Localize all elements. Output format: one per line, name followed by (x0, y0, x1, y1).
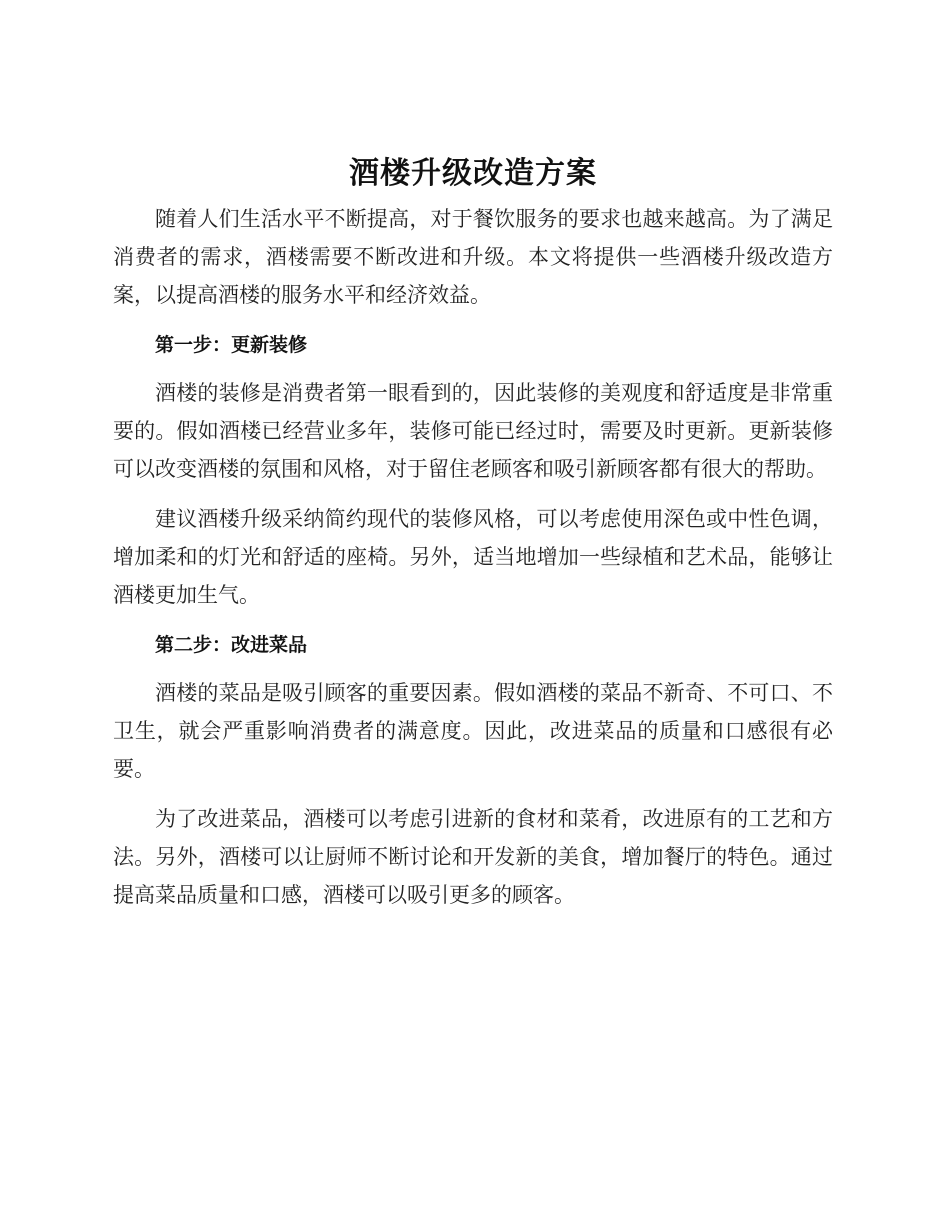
spacer (113, 614, 833, 626)
section-1-heading: 第一步：更新装修 (155, 334, 308, 356)
spacer (113, 314, 833, 326)
spacer (113, 488, 833, 500)
section-1-paragraph-1: 酒楼的装修是消费者第一眼看到的，因此装修的美观度和舒适度是非常重要的。假如酒楼已经营业多年，装修可能已经过时，需要及时更新。更新装修可以改变酒楼的氛围和风格，对于留住老顾客和吸引新顾客都有很大的帮助。 (113, 381, 833, 481)
section-2-heading: 第二步：改进菜品 (155, 634, 308, 656)
intro-paragraph: 随着人们生活水平不断提高，对于餐饮服务的要求也越来越高。为了满足消费者的需求，酒楼需要不断改进和升级。本文将提供一些酒楼升级改造方案，以提高酒楼的服务水平和经济效益。 (113, 207, 833, 307)
section-2-paragraph-1: 酒楼的菜品是吸引顾客的重要因素。假如酒楼的菜品不新奇、不可口、不卫生，就会严重影响消费者的满意度。因此，改进菜品的质量和口感很有必要。 (113, 681, 833, 781)
document-title: 酒楼升级改造方案 (349, 156, 597, 191)
document-page (113, 148, 833, 914)
spacer (113, 364, 833, 374)
section-1-paragraph-2: 建议酒楼升级采纳简约现代的装修风格，可以考虑使用深色或中性色调，增加柔和的灯光和舒适的座椅。另外，适当地增加一些绿植和艺术品，能够让酒楼更加生气。 (113, 507, 833, 607)
spacer (113, 788, 833, 800)
spacer (113, 664, 833, 674)
section-2-paragraph-2: 为了改进菜品，酒楼可以考虑引进新的食材和菜肴，改进原有的工艺和方法。另外，酒楼可以让厨师不断讨论和开发新的美食，增加餐厅的特色。通过提高菜品质量和口感，酒楼可以吸引更多的顾客。 (113, 807, 833, 907)
